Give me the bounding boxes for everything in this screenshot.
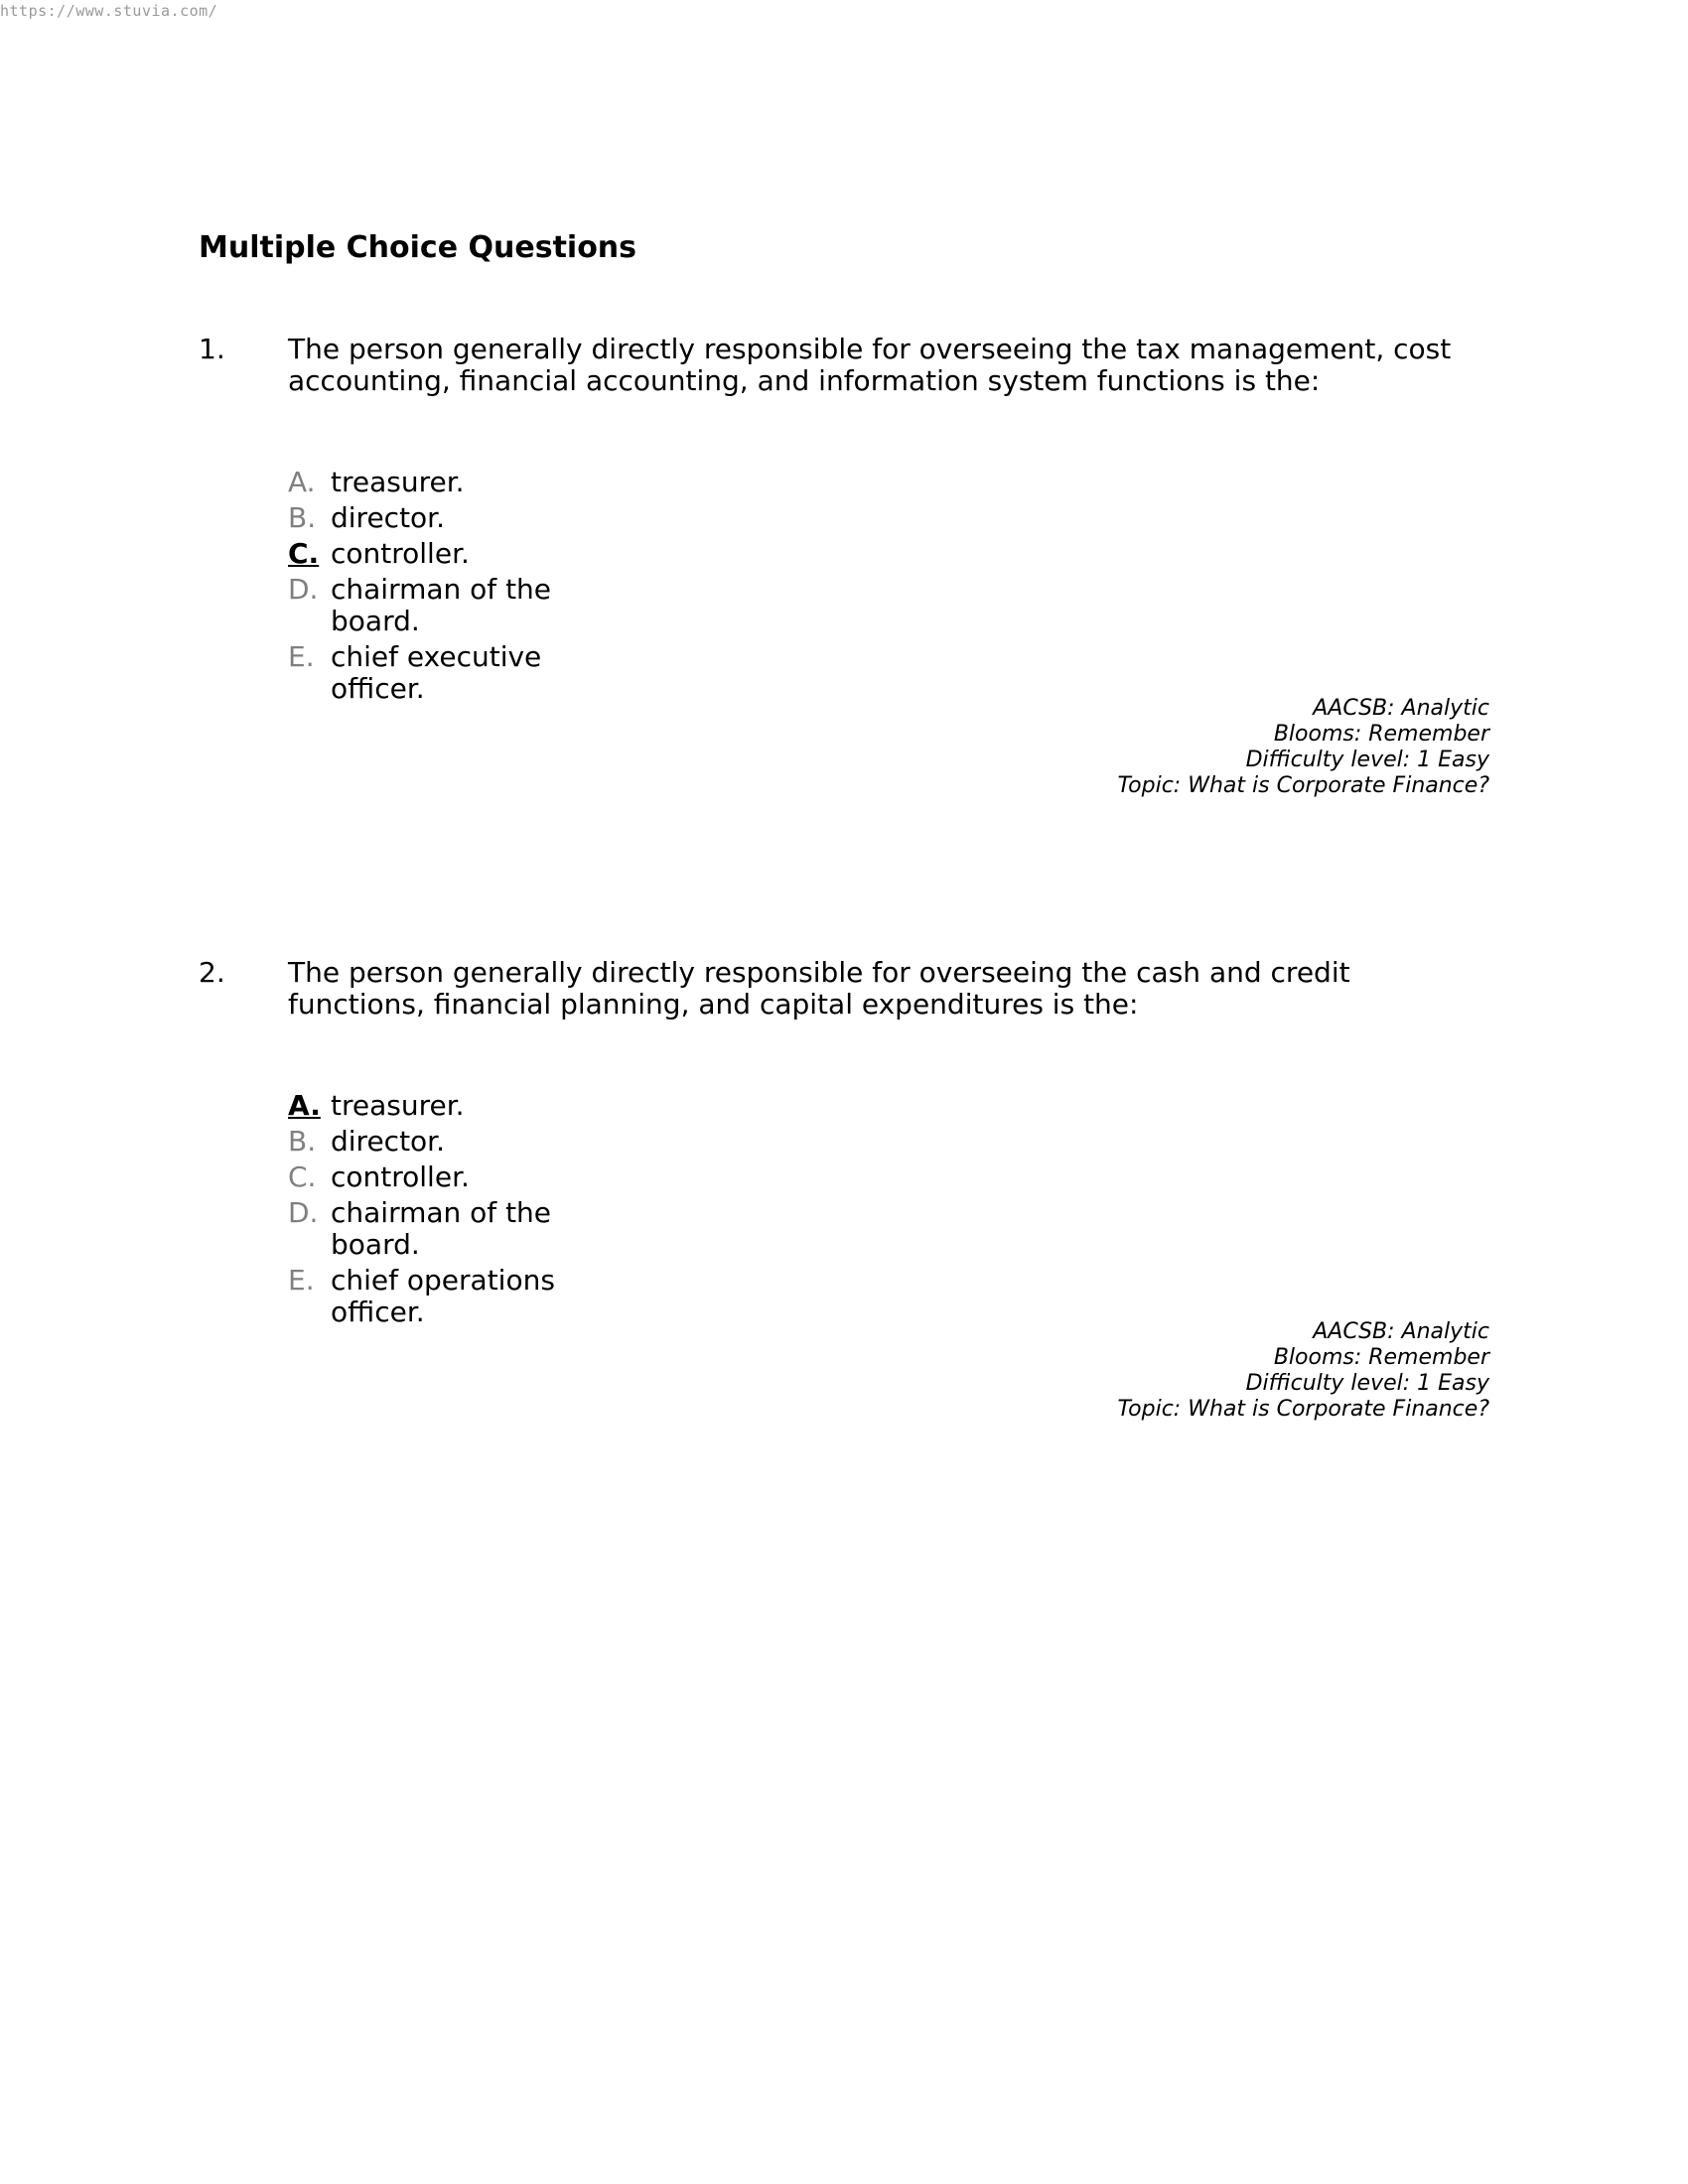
question-text: The person generally directly responsible for overseeing the cash and credit functions, financial planning, and capital expenditures is the: <box>288 956 1350 1021</box>
choice-letter: D. <box>288 573 319 606</box>
meta-topic: Topic: What is Corporate Finance? <box>1117 1397 1489 1422</box>
meta-blooms: Blooms: Remember <box>1273 722 1489 747</box>
choice-a <box>288 1090 569 1122</box>
choice-b <box>288 502 569 534</box>
choice-letter: E. <box>288 640 315 673</box>
meta-difficulty: Difficulty level: 1 Easy <box>1245 1371 1489 1396</box>
choice-letter-correct: C. <box>288 537 320 570</box>
choice-a <box>288 467 569 498</box>
question-metadata <box>894 1319 1489 1423</box>
question-number: 1. <box>199 333 225 365</box>
meta-blooms: Blooms: Remember <box>1273 1345 1489 1370</box>
section-title: Multiple Choice Questions <box>199 230 637 265</box>
choice-d <box>288 1197 569 1261</box>
meta-topic: Topic: What is Corporate Finance? <box>1117 773 1489 798</box>
choice-d <box>288 574 569 637</box>
meta-aacsb: AACSB: Analytic <box>1313 1319 1489 1344</box>
choice-e <box>288 641 569 705</box>
choice-c <box>288 1161 569 1193</box>
choice-letter: E. <box>288 1264 315 1297</box>
choice-letter-correct: A. <box>288 1089 321 1122</box>
choice-letter: D. <box>288 1196 319 1229</box>
choice-text: chief operations officer. <box>331 1264 555 1328</box>
meta-aacsb: AACSB: Analytic <box>1313 696 1489 721</box>
choice-text: chief executive officer. <box>331 640 542 705</box>
question-metadata <box>894 696 1489 799</box>
choice-letter: B. <box>288 1125 317 1158</box>
choice-text: chairman of the board. <box>331 1196 552 1261</box>
choice-text: controller. <box>331 1160 470 1193</box>
meta-difficulty: Difficulty level: 1 Easy <box>1245 748 1489 772</box>
choice-text: chairman of the board. <box>331 573 552 637</box>
header-url: https://www.stuvia.com/ <box>0 2 218 20</box>
choice-b <box>288 1126 569 1158</box>
choice-c <box>288 538 569 570</box>
choice-list <box>288 1090 569 1332</box>
choice-letter: B. <box>288 501 317 534</box>
choice-e <box>288 1265 569 1328</box>
choice-text: director. <box>331 1125 446 1158</box>
choice-text: treasurer. <box>331 466 465 498</box>
question-text: The person generally directly responsible for overseeing the tax management, cost accounting, financial accounting, and information system functions is the: <box>288 333 1452 397</box>
choice-letter: A. <box>288 466 316 498</box>
choice-list <box>288 467 569 709</box>
question-number: 2. <box>199 956 225 989</box>
choice-text: director. <box>331 501 446 534</box>
choice-text: treasurer. <box>331 1089 465 1122</box>
choice-text: controller. <box>331 537 470 570</box>
choice-letter: C. <box>288 1160 317 1193</box>
